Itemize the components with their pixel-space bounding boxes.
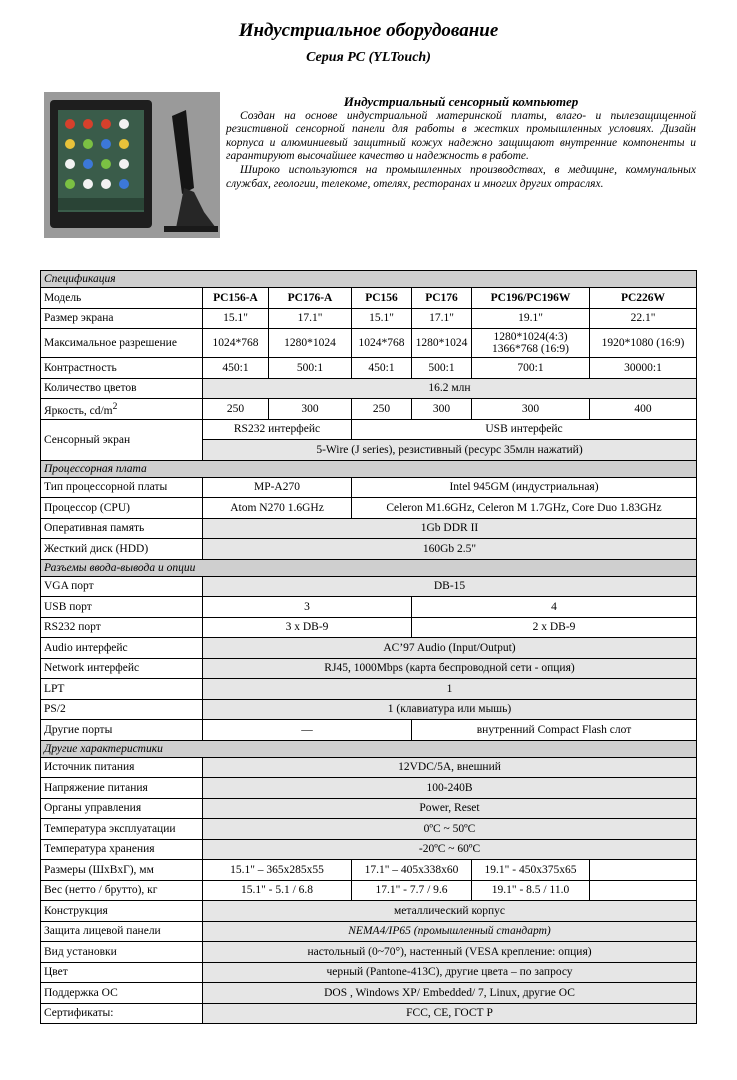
row-label: USB порт: [41, 597, 203, 618]
row-label: Максимальное разрешение: [41, 329, 203, 358]
row-label: Размер экрана: [41, 308, 203, 329]
value-cell: 22.1": [590, 308, 697, 329]
table-row: [41, 597, 697, 618]
table-row: [41, 942, 697, 963]
value-cell: 17.1": [412, 308, 472, 329]
model-cell: PC196/PC196W: [472, 288, 590, 309]
value-cell: DB-15: [203, 576, 697, 597]
table-row: [41, 358, 697, 379]
value-cell: 1280*1024: [412, 329, 472, 358]
table-row: [41, 983, 697, 1004]
row-label: Источник питания: [41, 757, 203, 778]
intro-heading: Индустриальный сенсорный компьютер: [343, 94, 579, 109]
section-row: [41, 271, 697, 288]
value-cell: 3: [203, 597, 412, 618]
value-cell: 15.1" – 365x285x55: [203, 860, 352, 881]
value-cell: 15.1" - 5.1 / 6.8: [203, 880, 352, 901]
value-cell: 500:1: [269, 358, 352, 379]
value-cell: 1024*768: [203, 329, 269, 358]
table-row: [41, 798, 697, 819]
value-cell: 500:1: [412, 358, 472, 379]
value-cell: 1024*768: [352, 329, 412, 358]
row-label: Контрастность: [41, 358, 203, 379]
table-row: [41, 901, 697, 922]
row-label: Другие порты: [41, 720, 203, 741]
table-row: [41, 839, 697, 860]
value-cell: 12VDC/5A, внешний: [203, 757, 697, 778]
value-cell: 19.1" - 8.5 / 11.0: [472, 880, 590, 901]
value-cell: 300: [269, 399, 352, 420]
value-cell: NEMA4/IP65 (промышленный стандарт): [203, 921, 697, 942]
value-cell: -20ºC ~ 60ºC: [203, 839, 697, 860]
value-cell: 15.1": [352, 308, 412, 329]
row-label: Защита лицевой панели: [41, 921, 203, 942]
value-cell: 0ºC ~ 50ºC: [203, 819, 697, 840]
row-label: Network интерфейс: [41, 658, 203, 679]
value-cell: 450:1: [352, 358, 412, 379]
intro-paragraph-1: Создан на основе индустриальной материнской платы, влаго- и пылезащищенной резистивной сенсорной панели для работы в жестких промышленных условиях. Дизайн корпуса и алюминиевый защитный кожух надежно защищают внутренние компоненты и гарантируют высочайшее качество и надежность в работе.: [226, 109, 696, 163]
row-label: Модель: [41, 288, 203, 309]
value-cell: 19.1": [472, 308, 590, 329]
table-row: [41, 477, 697, 498]
table-row: [41, 720, 697, 741]
page-title: Индустриальное оборудование: [238, 20, 499, 41]
value-cell: 1920*1080 (16:9): [590, 329, 697, 358]
value-cell: 1Gb DDR II: [203, 518, 697, 539]
value-cell: 19.1" - 450x375x65: [472, 860, 590, 881]
value-cell: 100-240В: [203, 778, 697, 799]
section-title: Разъемы ввода-вывода и опции: [41, 559, 697, 576]
table-row: [41, 921, 697, 942]
value-cell: RJ45, 1000Mbps (карта беспроводной сети - опция): [203, 658, 697, 679]
row-label-text: Яркость, cd/m: [44, 404, 113, 417]
value-cell: 250: [203, 399, 269, 420]
value-cell: RS232 интерфейс: [203, 419, 352, 440]
row-label: VGA порт: [41, 576, 203, 597]
table-row: [41, 576, 697, 597]
value-cell: 1: [203, 679, 697, 700]
value-cell: 16.2 млн: [203, 378, 697, 399]
value-cell: 1 (клавиатура или мышь): [203, 699, 697, 720]
table-row: [41, 539, 697, 560]
value-cell: AC’97 Audio (Input/Output): [203, 638, 697, 659]
value-cell: 300: [472, 399, 590, 420]
value-cell: 2 x DB-9: [412, 617, 697, 638]
row-label: [41, 399, 203, 420]
value-cell: DOS , Windows XP/ Embedded/ 7, Linux, другие ОС: [203, 983, 697, 1004]
value-cell: 3 x DB-9: [203, 617, 412, 638]
table-row: [41, 679, 697, 700]
value-cell: —: [203, 720, 412, 741]
section-title: Другие характеристики: [41, 740, 697, 757]
value-line: 1366*768 (16:9): [492, 343, 569, 355]
table-row: [41, 518, 697, 539]
section-title: Спецификация: [41, 271, 697, 288]
superscript: 2: [112, 400, 118, 412]
intro-block: [226, 95, 696, 191]
row-label: PS/2: [41, 699, 203, 720]
value-cell: Power, Reset: [203, 798, 697, 819]
table-row: [41, 962, 697, 983]
value-cell: 1280*1024: [269, 329, 352, 358]
value-cell: 15.1": [203, 308, 269, 329]
table-row: [41, 880, 697, 901]
value-cell: [590, 860, 697, 881]
table-row: [41, 778, 697, 799]
table-row: [41, 419, 697, 440]
value-cell: черный (Pantone-413C), другие цвета – по запросу: [203, 962, 697, 983]
value-cell: FCC, CE, ГОСТ Р: [203, 1003, 697, 1024]
value-cell: 700:1: [472, 358, 590, 379]
model-cell: PC226W: [590, 288, 697, 309]
section-row: [41, 740, 697, 757]
model-cell: PC156-A: [203, 288, 269, 309]
row-label: Вес (нетто / брутто), кг: [41, 880, 203, 901]
table-row: [41, 288, 697, 309]
value-line: 1280*1024(4:3): [493, 331, 568, 343]
table-row: [41, 617, 697, 638]
value-cell: 4: [412, 597, 697, 618]
value-cell: 300: [412, 399, 472, 420]
table-row: [41, 498, 697, 519]
row-label: Audio интерфейс: [41, 638, 203, 659]
table-row: [41, 819, 697, 840]
table-row: [41, 329, 697, 358]
value-cell: 17.1" – 405x338x60: [352, 860, 472, 881]
value-cell: 30000:1: [590, 358, 697, 379]
table-row: [41, 1003, 697, 1024]
row-label: Процессор (CPU): [41, 498, 203, 519]
row-label: RS232 порт: [41, 617, 203, 638]
value-cell: внутренний Compact Flash слот: [412, 720, 697, 741]
row-label: LPT: [41, 679, 203, 700]
value-cell: [472, 329, 590, 358]
product-photo: [44, 92, 220, 238]
row-label: Температура хранения: [41, 839, 203, 860]
model-cell: PC156: [352, 288, 412, 309]
value-cell: Intel 945GM (индустриальная): [352, 477, 697, 498]
table-row: [41, 638, 697, 659]
row-label: Сертификаты:: [41, 1003, 203, 1024]
value-cell: 17.1" - 7.7 / 9.6: [352, 880, 472, 901]
value-cell: Celeron M1.6GHz, Celeron M 1.7GHz, Core Duo 1.83GHz: [352, 498, 697, 519]
page-subtitle: Серия PC (YLTouch): [306, 50, 431, 65]
row-label: Конструкция: [41, 901, 203, 922]
table-row: [41, 658, 697, 679]
row-label: Сенсорный экран: [41, 419, 203, 460]
table-row: [41, 378, 697, 399]
intro-paragraph-2: Широко используются на промышленных производствах, в медицине, коммунальных службах, геологии, телекоме, отелях, ресторанах и многих других отраслях.: [226, 163, 696, 190]
value-cell: металлический корпус: [203, 901, 697, 922]
value-cell: USB интерфейс: [352, 419, 697, 440]
row-label: Температура эксплуатации: [41, 819, 203, 840]
spec-table: [40, 270, 697, 1024]
row-label: Поддержка ОС: [41, 983, 203, 1004]
table-row: [41, 860, 697, 881]
table-row: [41, 757, 697, 778]
value-cell: 250: [352, 399, 412, 420]
table-row: [41, 308, 697, 329]
value-cell: 17.1": [269, 308, 352, 329]
value-cell: Atom N270 1.6GHz: [203, 498, 352, 519]
section-row: [41, 460, 697, 477]
model-cell: PC176: [412, 288, 472, 309]
value-cell: 450:1: [203, 358, 269, 379]
section-title: Процессорная плата: [41, 460, 697, 477]
row-label: Вид установки: [41, 942, 203, 963]
value-cell: MP-A270: [203, 477, 352, 498]
row-label: Жесткий диск (HDD): [41, 539, 203, 560]
table-row: [41, 399, 697, 420]
value-cell: 5-Wire (J series), резистивный (ресурс 35млн нажатий): [203, 440, 697, 461]
value-cell: [590, 880, 697, 901]
value-cell: настольный (0~70°), настенный (VESA крепление: опция): [203, 942, 697, 963]
row-label: Органы управления: [41, 798, 203, 819]
row-label: Тип процессорной платы: [41, 477, 203, 498]
row-label: Количество цветов: [41, 378, 203, 399]
value-cell: 160Gb 2.5": [203, 539, 697, 560]
section-row: [41, 559, 697, 576]
table-row: [41, 699, 697, 720]
row-label: Цвет: [41, 962, 203, 983]
row-label: Размеры (ШхВхГ), мм: [41, 860, 203, 881]
row-label: Напряжение питания: [41, 778, 203, 799]
row-label: Оперативная память: [41, 518, 203, 539]
model-cell: PC176-A: [269, 288, 352, 309]
value-cell: 400: [590, 399, 697, 420]
